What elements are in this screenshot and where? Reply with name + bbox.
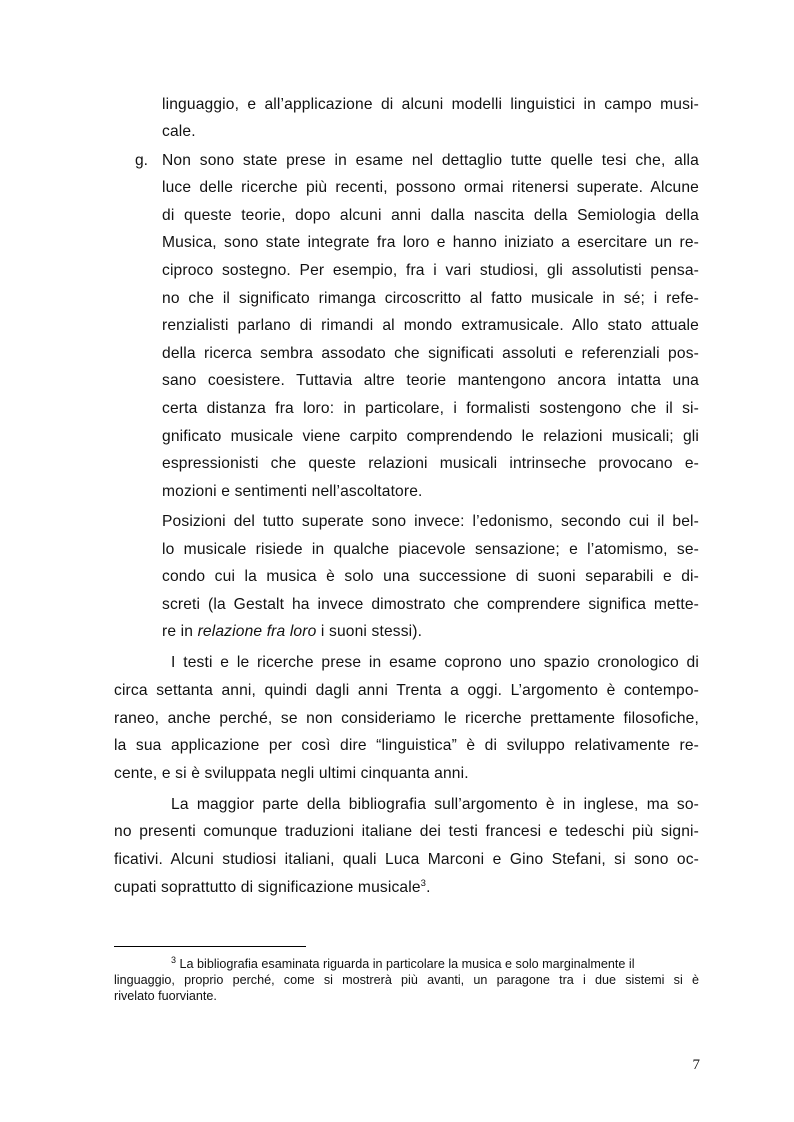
footnote-line: $^3$ La bibliografia esaminata riguarda in particolare la musica e solo marginalmente il (171, 955, 635, 971)
body-line: sano coesistere. Tuttavia altre teorie mantengono ancora intatta una (162, 372, 699, 389)
footnote-reference[interactable]: 3 (420, 878, 427, 889)
body-line: raneo, anche perché, se non consideriamo le ricerche prettamente filosofiche, (114, 710, 699, 727)
body-line: Musica, sono state integrate fra loro e hanno iniziato a esercitare un re- (162, 234, 699, 251)
body-line: no presenti comunque traduzioni italiane dei testi francesi e tedeschi più signi- (114, 823, 699, 840)
body-line: re in relazione fra loro i suoni stessi). (162, 623, 423, 640)
body-line: no che il significato rimanga circoscritto al fatto musicale in sé; i refe- (162, 290, 699, 307)
body-line: Non sono state prese in esame nel dettaglio tutte quelle tesi che, alla (162, 152, 699, 169)
body-line: ficativi. Alcuni studiosi italiani, quali Luca Marconi e Gino Stefani, si sono oc- (114, 851, 699, 868)
body-line: cente, e si è sviluppata negli ultimi cinquanta anni. (114, 765, 469, 782)
body-line: Posizioni del tutto superate sono invece: l’edonismo, secondo cui il bel- (162, 513, 699, 530)
footnote-line: rivelato fuorviante. (114, 989, 217, 1003)
body-line: cupati soprattutto di significazione musicale$^3$. (114, 878, 431, 896)
body-line: certa distanza fra loro: in particolare, i formalisti sostengono che il si- (162, 400, 699, 417)
body-line: gnificato musicale viene carpito comprendendo le relazioni musicali; gli (162, 428, 699, 445)
body-line: condo cui la musica è solo una successione di suoni separabili e di- (162, 568, 699, 585)
body-line: La maggior parte della bibliografia sull’argomento è in inglese, ma so- (171, 796, 699, 813)
body-line: espressionisti che queste relazioni musicali intrinseche provocano e- (162, 455, 699, 472)
body-line: lo musicale risiede in qualche piacevole sensazione; e l’atomismo, se- (162, 541, 699, 558)
body-line: cale. (162, 123, 196, 140)
body-line: di queste teorie, dopo alcuni anni dalla nascita della Semiologia della (162, 207, 699, 224)
footnote-number: 3 (171, 955, 177, 965)
body-line: screti (la Gestalt ha invece dimostrato che comprendere significa mette- (162, 596, 699, 613)
body-line: la sua applicazione per così dire “linguistica” è di sviluppo relativamente re- (114, 737, 699, 754)
footnote-separator (114, 946, 306, 947)
body-line: I testi e le ricerche prese in esame coprono uno spazio cronologico di (171, 654, 699, 671)
italic-phrase: relazione fra loro (197, 623, 317, 640)
body-line: circa settanta anni, quindi dagli anni Trenta a oggi. L’argomento è contempo- (114, 682, 699, 699)
body-line: renzialisti parlano di rimandi al mondo extramusicale. Allo stato attuale (162, 317, 699, 334)
body-line: luce delle ricerche più recenti, possono ormai ritenersi superate. Alcune (162, 179, 699, 196)
list-marker: g. (135, 152, 149, 169)
body-line: ciproco sostegno. Per esempio, fra i vari studiosi, gli assolutisti pensa- (162, 262, 699, 279)
body-line: mozioni e sentimenti nell’ascoltatore. (162, 483, 423, 500)
body-line: linguaggio, e all’applicazione di alcuni modelli linguistici in campo musi- (162, 96, 699, 113)
body-line: della ricerca sembra assodato che significati assoluti e referenziali pos- (162, 345, 699, 362)
page-number: 7 (692, 1057, 700, 1073)
footnote-line: linguaggio, proprio perché, come si mostrerà più avanti, un paragone tra i due sistemi si è (114, 973, 699, 987)
